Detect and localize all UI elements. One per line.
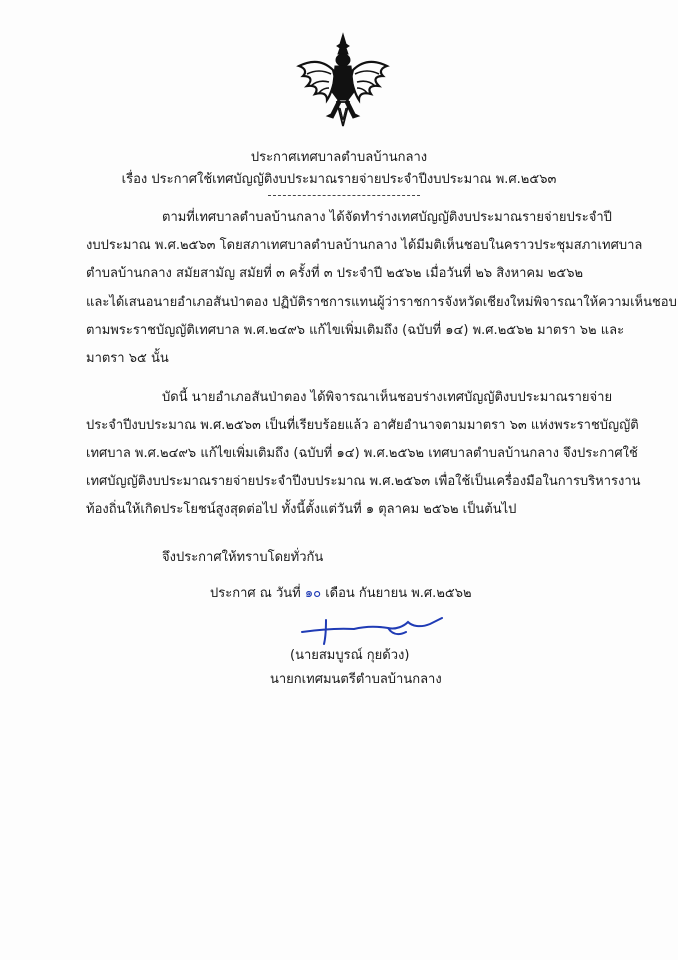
handwritten-signature — [296, 612, 446, 646]
subject-line: เรื่อง ประกาศใช้เทศบัญญัติงบประมาณรายจ่ายประจำปีงบประมาณ พ.ศ.๒๕๖๓ — [121, 172, 557, 187]
paragraph2-line: ท้องถิ่นให้เกิดประโยชน์สูงสุดต่อไป ทั้งนี้ตั้งแต่วันที่ ๑ ตุลาคม ๒๕๖๒ เป็นต้นไป — [86, 502, 517, 517]
date-line — [210, 584, 472, 604]
paragraph2-line: บัดนี้ นายอำเภอสันป่าตอง ได้พิจารณาเห็นชอบร่างเทศบัญญัติงบประมาณรายจ่าย — [162, 390, 613, 405]
garuda-emblem-icon — [293, 30, 393, 130]
org-title: ประกาศเทศบาลตำบลบ้านกลาง — [250, 150, 428, 165]
paragraph2-line: เทศบาล พ.ศ.๒๔๙๖ แก้ไขเพิ่มเติมถึง (ฉบับที่ ๑๔) พ.ศ.๒๕๖๒ เทศบาลตำบลบ้านกลาง จึงประกาศใช้ — [86, 446, 638, 461]
paragraph1-line: ตามที่เทศบาลตำบลบ้านกลาง ได้จัดทำร่างเทศบัญญัติงบประมาณรายจ่ายประจำปี — [162, 210, 612, 225]
paragraph1-line: ตามพระราชบัญญัติเทศบาล พ.ศ.๒๔๙๖ แก้ไขเพิ่มเติมถึง (ฉบับที่ ๑๔) พ.ศ.๒๕๖๒ มาตรา ๖๒ และ — [86, 323, 625, 338]
signer-name: (นายสมบูรณ์ กุยด้วง) — [290, 648, 410, 663]
signer-position: นายกเทศมนตรีตำบลบ้านกลาง — [270, 672, 442, 687]
date-prefix: ประกาศ ณ วันที่ — [210, 586, 301, 601]
divider — [268, 195, 420, 196]
paragraph1-line: งบประมาณ พ.ศ.๒๕๖๓ โดยสภาเทศบาลตำบลบ้านกลาง ได้มีมติเห็นชอบในคราวประชุมสภาเทศบาล — [86, 238, 643, 253]
date-day: ๑๐ — [304, 586, 322, 601]
paragraph1-line: ตำบลบ้านกลาง สมัยสามัญ สมัยที่ ๓ ครั้งที่ ๓ ประจำปี ๒๕๖๒ เมื่อวันที่ ๒๖ สิงหาคม ๒๕๖๒ — [86, 266, 584, 281]
date-suffix: เดือน กันยายน พ.ศ.๒๕๖๒ — [325, 586, 472, 601]
paragraph2-line: เทศบัญญัติงบประมาณรายจ่ายประจำปีงบประมาณ พ.ศ.๒๕๖๓ เพื่อใช้เป็นเครื่องมือในการบริหารงาน — [86, 474, 641, 489]
paragraph1-line: และได้เสนอนายอำเภอสันป่าตอง ปฏิบัติราชการแทนผู้ว่าราชการจังหวัดเชียงใหม่พิจารณาให้ความเห็นชอบ — [86, 295, 677, 310]
closing-line: จึงประกาศให้ทราบโดยทั่วกัน — [162, 550, 324, 565]
paragraph2-line: ประจำปีงบประมาณ พ.ศ.๒๕๖๓ เป็นที่เรียบร้อยแล้ว อาศัยอำนาจตามมาตรา ๖๓ แห่งพระราชบัญญัติ — [86, 418, 639, 433]
paragraph1-line: มาตรา ๖๕ นั้น — [86, 351, 169, 366]
